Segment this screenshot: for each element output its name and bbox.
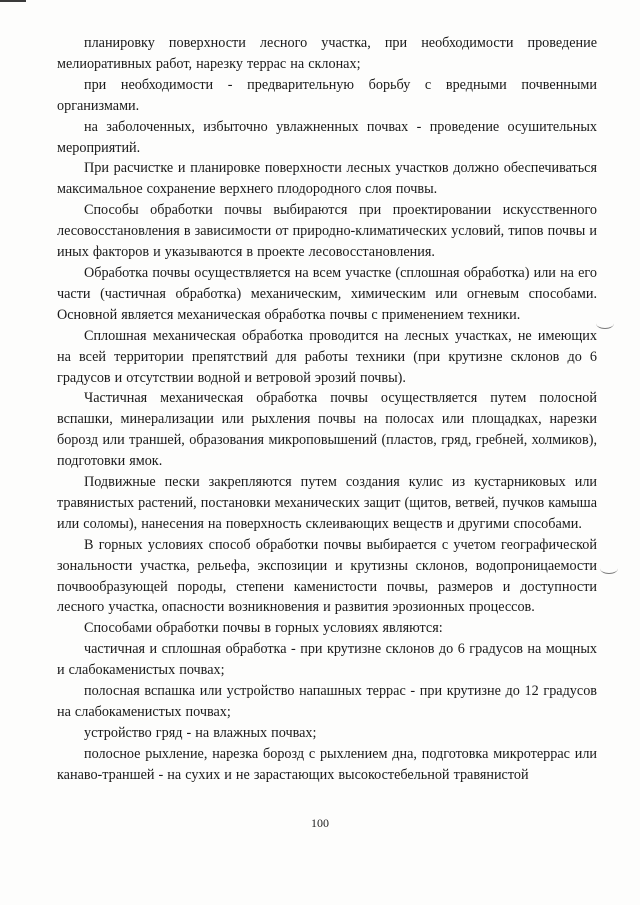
paragraph: При расчистке и планировке поверхности лесных участков должно обеспечиваться максимальное сохранение верхнего плодородного слоя почвы.: [57, 160, 597, 198]
margin-pen-mark: [600, 563, 618, 574]
page-number: 100: [311, 816, 329, 830]
paragraph: устройство гряд - на влажных почвах;: [84, 724, 317, 741]
paragraph: В горных условиях способ обработки почвы выбирается с учетом географической зональности участка, рельефа, экспозиции и крутизны склонов, водопроницаемости почвообразующей породы, степени каменистости почвы, размеров и доступности лесного участка, опасности возникновения и развития эрозионных процессов.: [57, 536, 597, 616]
scan-edge-mark: [0, 0, 26, 2]
paragraph: Подвижные пески закрепляются путем создания кулис из кустарниковых или травянистых растений, постановки механических защит (щитов, ветвей, пучков камыша или соломы), нанесения на поверхность склеивающих веществ и другими способами.: [57, 474, 597, 532]
paragraph: Частичная механическая обработка почвы осуществляется путем полосной вспашки, минерализации или рыхления почвы на полосах или площадках, нарезки борозд или траншей, образования микроповышений (пластов, гряд, гребней, холмиков), подготовки ямок.: [57, 390, 597, 470]
paragraph: Способы обработки почвы выбираются при проектировании искусственного лесовосстановления в зависимости от природно-климатических условий, типов почвы и иных факторов и указываются в проекте лесовосстановления.: [57, 202, 597, 261]
paragraph: частичная и сплошная обработка - при крутизне склонов до 6 градусов на мощных и слабокаменистых почвах;: [57, 641, 597, 679]
paragraph: Сплошная механическая обработка проводится на лесных участках, не имеющих на всей территории препятствий для работы техники (при крутизне склонов до 6 градусов и отсутствии водной и ветровой эрозий почвы).: [57, 327, 597, 386]
paragraph: на заболоченных, избыточно увлажненных почвах - проведение осушительных мероприятий.: [57, 118, 597, 156]
paragraph: планировку поверхности лесного участка, при необходимости проведение мелиоративных работ, нарезку террас на склонах;: [57, 35, 597, 72]
margin-pen-mark: [596, 318, 614, 329]
paragraph: при необходимости - предварительную борьбу с вредными почвенными организмами.: [57, 76, 597, 114]
paragraph: Способами обработки почвы в горных условиях являются:: [84, 620, 443, 637]
paragraph: полосная вспашка или устройство напашных террас - при крутизне до 12 градусов на слабокаменистых почвах;: [57, 683, 597, 720]
body-text: [57, 33, 597, 786]
paragraph: Обработка почвы осуществляется на всем участке (сплошная обработка) или на его части (частичная обработка) механическим, химическим или огневым способами. Основной является механическая обработка почвы с применением техники.: [57, 264, 597, 323]
paragraph: полосное рыхление, нарезка борозд с рыхлением дна, подготовка микротеррас или канаво-траншей - на сухих и не зарастающих высокостебельной травянистой: [57, 745, 597, 783]
